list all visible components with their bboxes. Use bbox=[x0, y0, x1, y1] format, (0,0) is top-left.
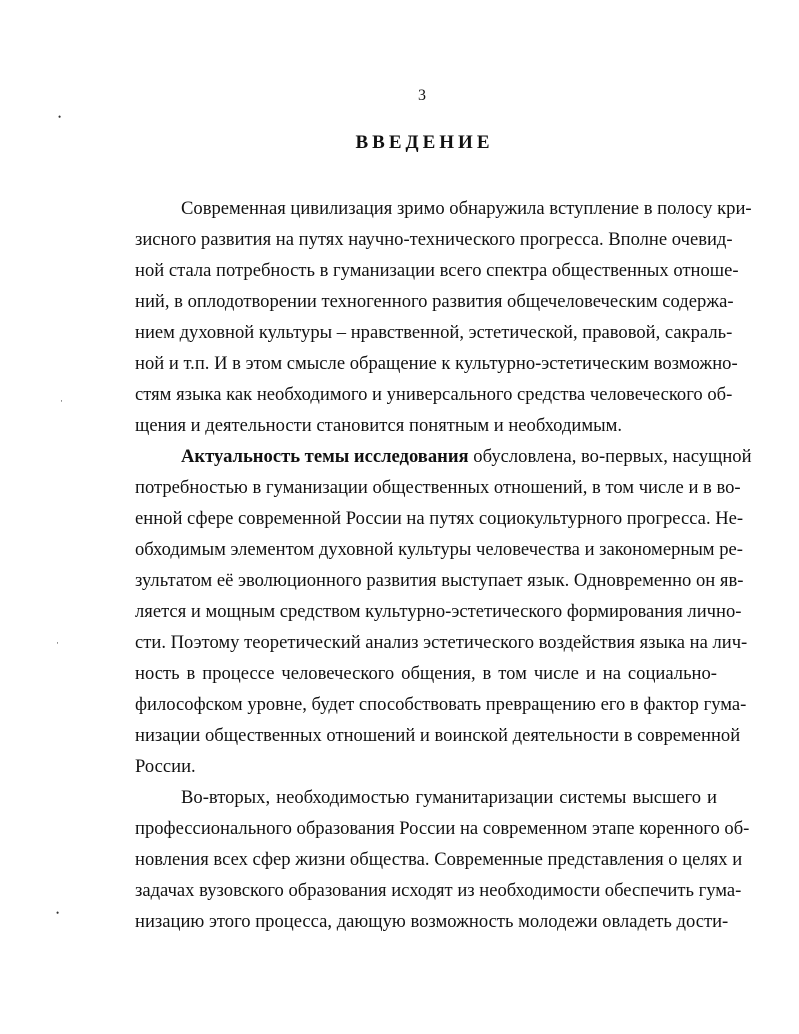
text-run: профессионального образования России на современном этапе коренного об- bbox=[135, 818, 750, 839]
text-run: потребностью в гуманизации общественных отношений, в том числе и в во- bbox=[135, 477, 741, 498]
text-run: задачах вузовского образования исходят из необходимости обеспечить гума- bbox=[135, 880, 742, 901]
text-line bbox=[135, 379, 733, 410]
text-run: философском уровне, будет способствовать превращению его в фактор гума- bbox=[135, 694, 747, 715]
text-run: ность в процессе человеческого общения, в том числе и на социально- bbox=[135, 663, 717, 684]
text-line bbox=[135, 410, 717, 441]
text-line bbox=[135, 317, 733, 348]
scan-artifact-mark: · bbox=[60, 396, 63, 406]
text-line bbox=[135, 720, 741, 751]
text-run: новления всех сфер жизни общества. Современные представления о целях и bbox=[135, 849, 743, 870]
page-number: 3 bbox=[418, 87, 426, 104]
text-line bbox=[135, 844, 743, 875]
text-run: ной и т.п. И в этом смысле обращение к культурно-эстетическим возможно- bbox=[135, 353, 738, 374]
bold-phrase: Актуальность темы исследования bbox=[181, 446, 469, 467]
text-run: обусловлена, во-первых, насущной bbox=[468, 446, 752, 467]
text-line bbox=[135, 751, 717, 782]
text-run: нием духовной культуры – нравственной, эстетической, правовой, сакраль- bbox=[135, 322, 733, 343]
paragraph bbox=[135, 193, 752, 441]
text-run: ной стала потребность в гуманизации всего спектра общественных отноше- bbox=[135, 260, 739, 281]
text-run: обходимым элементом духовной культуры человечества и закономерным ре- bbox=[135, 539, 743, 560]
text-run: сти. Поэтому теоретический анализ эстетического воздействия языка на лич- bbox=[135, 632, 748, 653]
page-heading: ВВЕДЕНИЕ bbox=[355, 132, 494, 153]
text-run: стям языка как необходимого и универсального средства человеческого об- bbox=[135, 384, 733, 405]
scan-artifact-mark: · bbox=[56, 638, 59, 648]
text-line bbox=[135, 534, 743, 565]
text-run: зисного развития на путях научно-технического прогресса. Вполне очевид- bbox=[135, 229, 733, 250]
text-run: России. bbox=[135, 756, 196, 777]
text-line bbox=[135, 565, 744, 596]
text-run: енной сфере современной России на путях социокультурного прогресса. Не- bbox=[135, 508, 744, 529]
text-run: Во-вторых, необходимостью гуманитаризации системы высшего и bbox=[181, 787, 717, 808]
text-run: низации общественных отношений и воинской деятельности в современной bbox=[135, 725, 741, 746]
text-line bbox=[135, 689, 747, 720]
text-line bbox=[135, 782, 717, 813]
text-run: щения и деятельности становится понятным и необходимым. bbox=[135, 415, 623, 436]
text-line bbox=[135, 627, 748, 658]
text-line bbox=[135, 441, 752, 472]
text-line bbox=[135, 255, 739, 286]
document-body bbox=[135, 193, 752, 937]
paragraph bbox=[135, 782, 750, 937]
text-run: ний, в оплодотворении техногенного развития общечеловеческим содержа- bbox=[135, 291, 734, 312]
text-line bbox=[135, 472, 741, 503]
scan-artifact-mark: • bbox=[56, 908, 60, 918]
scan-artifact-mark: • bbox=[58, 112, 62, 122]
text-line bbox=[135, 224, 733, 255]
text-line bbox=[135, 596, 742, 627]
text-line bbox=[135, 193, 752, 224]
text-run: зультатом её эволюционного развития выступает язык. Одновременно он яв- bbox=[135, 570, 744, 591]
text-line bbox=[135, 348, 738, 379]
text-run: ляется и мощным средством культурно-эстетического формирования лично- bbox=[135, 601, 742, 622]
text-run: Современная цивилизация зримо обнаружила вступление в полосу кри- bbox=[181, 198, 752, 219]
text-line bbox=[135, 286, 734, 317]
text-line bbox=[135, 503, 744, 534]
text-line bbox=[135, 813, 750, 844]
text-line bbox=[135, 875, 742, 906]
text-line bbox=[135, 906, 729, 937]
text-run: низацию этого процесса, дающую возможность молодежи овладеть дости- bbox=[135, 911, 729, 932]
paragraph bbox=[135, 441, 752, 782]
text-line bbox=[135, 658, 717, 689]
